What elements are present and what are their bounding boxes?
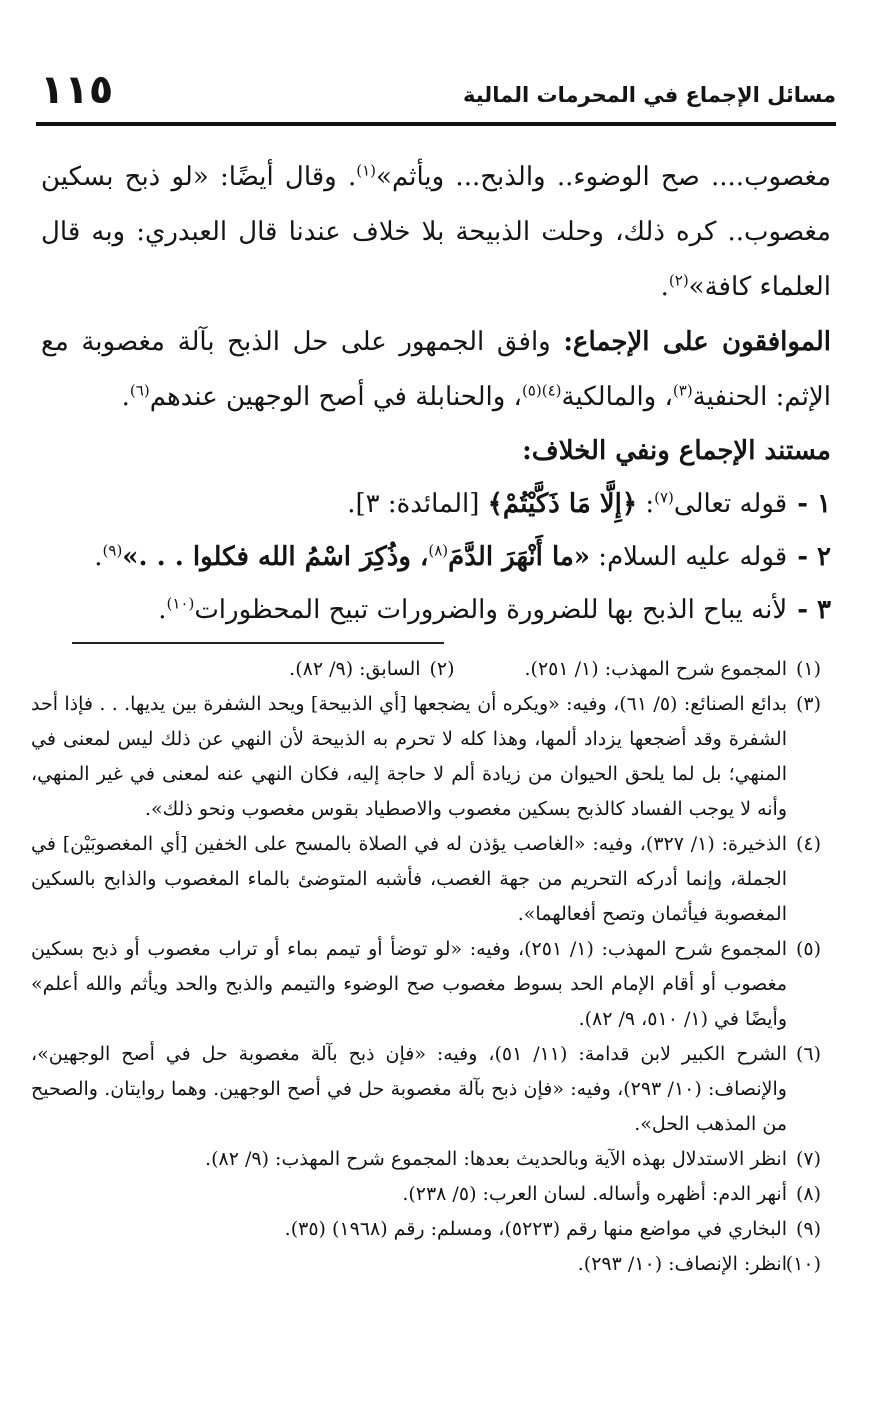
footnote-6 xyxy=(31,1037,821,1142)
text-run: قوله عليه السلام: xyxy=(590,542,788,572)
footnote-text: أنهر الدم: أظهره وأساله. لسان العرب: (٥/ ٢٣٨). xyxy=(402,1183,787,1205)
text-run: [المائدة: ٣]. xyxy=(347,489,488,519)
running-title: مسائل الإجماع في المحرمات المالية xyxy=(463,83,836,107)
header-rule xyxy=(36,122,836,126)
footnote-ref: (٦) xyxy=(129,381,150,400)
evidence-item-1 xyxy=(41,478,831,531)
footnote-2 xyxy=(289,652,454,687)
footnote-ref: (٨) xyxy=(428,541,449,560)
footnote-text: انظر الاستدلال بهذه الآية وبالحديث بعدها: المجموع شرح المهذب: (٩/ ٨٢). xyxy=(205,1148,787,1170)
footnote-text: المجموع شرح المهذب: (١/ ٢٥١)، وفيه: «لو توضأ أو تيمم بماء أو تراب مغصوب أو ذبح بسكين مغصوب أو أقام الإمام الحد بسوط مغصوب صح الوضوء والتيمم والذبح والحد ويأثم والله أعلم» وأيضًا في (١/ ٥١٠، ٩/ ٨٢). xyxy=(31,938,787,1030)
footnote-number: (٨) xyxy=(795,1183,821,1205)
text-run: . xyxy=(121,382,130,412)
section-heading: مستند الإجماع ونفي الخلاف: xyxy=(522,436,831,466)
footnote-separator xyxy=(72,642,444,644)
footnote-7 xyxy=(31,1142,821,1177)
footnote-1 xyxy=(525,652,821,687)
footnote-number: (٥) xyxy=(795,938,821,960)
text-run: . xyxy=(158,595,167,625)
text-run: : xyxy=(637,489,655,519)
footnote-row-1-2 xyxy=(31,652,821,687)
item-number: ٣ - xyxy=(797,595,831,625)
evidence-item-2 xyxy=(41,531,831,584)
footnote-number: (٧) xyxy=(795,1148,821,1170)
footnote-text: بدائع الصنائع: (٥/ ٦١)، وفيه: «ويكره أن يضجعها [أي الذبيحة] ويحد الشفرة بين يديها. . . فإذا أحد الشفرة وقد أضجعها يزداد ألمها، وهذا كله لا تحرم به الذبيحة لأن النهي عن ذلك ليس لمعنى في المنهي؛ بل لما يلحق الحيوان من زيادة ألم لا حاجة إليه، فكان النهي عنه لمعنى في غير المنهي، وأنه لا يوجب الفساد كالذبح بسكين مغصوب والاصطياد بقوس مغصوب ونحو ذلك». xyxy=(31,693,787,820)
paragraph-agreement xyxy=(41,315,831,425)
quran-quote: ﴿إِلَّا مَا ذَكَّيْتُمْ﴾ xyxy=(487,489,638,519)
hadith-quote: ، وذُكِرَ اسْمُ الله فكلوا . . .» xyxy=(122,542,429,572)
footnote-ref: (١٠) xyxy=(166,594,195,613)
text-run: مغصوب.... صح الوضوء.. والذبح... ويأثم» xyxy=(376,162,832,192)
footnote-number: (٢) xyxy=(429,658,455,680)
evidence-item-3 xyxy=(41,584,831,637)
footnote-ref: (٢) xyxy=(668,271,689,290)
footnote-text: البخاري في مواضع منها رقم (٥٢٢٣)، ومسلم: رقم (١٩٦٨) (٣٥). xyxy=(284,1218,787,1240)
footnote-text: السابق: (٩/ ٨٢). xyxy=(289,658,421,680)
footnotes xyxy=(31,652,821,1282)
footnote-number: (٦) xyxy=(795,1043,821,1065)
paragraph-quote xyxy=(41,150,831,315)
footnote-3 xyxy=(31,687,821,827)
footnote-10 xyxy=(31,1247,821,1282)
footnote-ref: (٣) xyxy=(672,381,693,400)
footnote-text: الذخيرة: (١/ ٣٢٧)، وفيه: «الغاصب يؤذن له في الصلاة بالمسح على الخفين [أي المغصوبَيْن] في الجملة، وإنما أدركه التحريم من جهة الغصب، فأشبه المتوضئ بالماء المغصوب والذابح بالسكين المغصوبة فيأثمان وتصح أفعالهما». xyxy=(31,833,787,925)
item-number: ٢ - xyxy=(797,542,831,572)
footnote-5 xyxy=(31,932,821,1037)
page-number: ١١٥ xyxy=(40,67,114,113)
agreement-label: الموافقون على الإجماع: xyxy=(563,327,832,357)
footnote-ref: (٤) xyxy=(541,381,562,400)
footnote-ref: (٧) xyxy=(654,488,674,507)
text-run: . xyxy=(94,542,103,572)
footnote-9 xyxy=(31,1212,821,1247)
text-run: . xyxy=(660,272,669,302)
text-run: . وقال أيضًا: «لو ذبح بسكين مغصوب.. كره ذلك، وحلت الذبيحة بلا خلاف عندنا قال العبدري: وبه قال العلماء كافة» xyxy=(41,162,831,302)
footnote-ref: (٥) xyxy=(521,381,542,400)
footnote-number: (٤) xyxy=(795,833,821,855)
footnote-ref: (٩) xyxy=(102,541,123,560)
main-text xyxy=(41,150,831,637)
footnote-ref: (١) xyxy=(356,161,377,180)
footnote-text: انظر: الإنصاف: (١٠/ ٢٩٣). xyxy=(577,1253,787,1275)
footnote-text: المجموع شرح المهذب: (١/ ٢٥١). xyxy=(524,658,787,680)
hadith-quote: «ما أَنْهَرَ الدَّمَ xyxy=(448,542,591,572)
text-run: ، والحنابلة في أصح الوجهين عندهم xyxy=(149,382,522,412)
footnote-text: الشرح الكبير لابن قدامة: (١١/ ٥١)، وفيه: «فإن ذبح بآلة مغصوبة حل في أصح الوجهين»، والإنصاف: (١٠/ ٢٩٣)، وفيه: «فإن ذبح بآلة مغصوبة حل في أصح الوجهين. وهما روايتان. والصحيح من المذهب الحل». xyxy=(31,1043,787,1135)
page-header xyxy=(36,66,836,122)
footnote-number: (٩) xyxy=(795,1218,821,1240)
footnote-4 xyxy=(31,827,821,932)
footnote-number: (١) xyxy=(795,658,821,680)
text-run: وافق الجمهور على حل الذبح بآلة مغصوبة مع الإثم: الحنفية xyxy=(41,327,831,412)
text-run: قوله تعالى xyxy=(673,489,788,519)
footnote-number: (٣) xyxy=(795,693,821,715)
item-number: ١ - xyxy=(797,489,831,519)
text-run: لأنه يباح الذبح بها للضرورة والضرورات تبيح المحظورات xyxy=(194,595,788,625)
footnote-8 xyxy=(31,1177,821,1212)
text-run: ، والمالكية xyxy=(561,382,673,412)
footnote-number: (١٠) xyxy=(785,1253,821,1275)
